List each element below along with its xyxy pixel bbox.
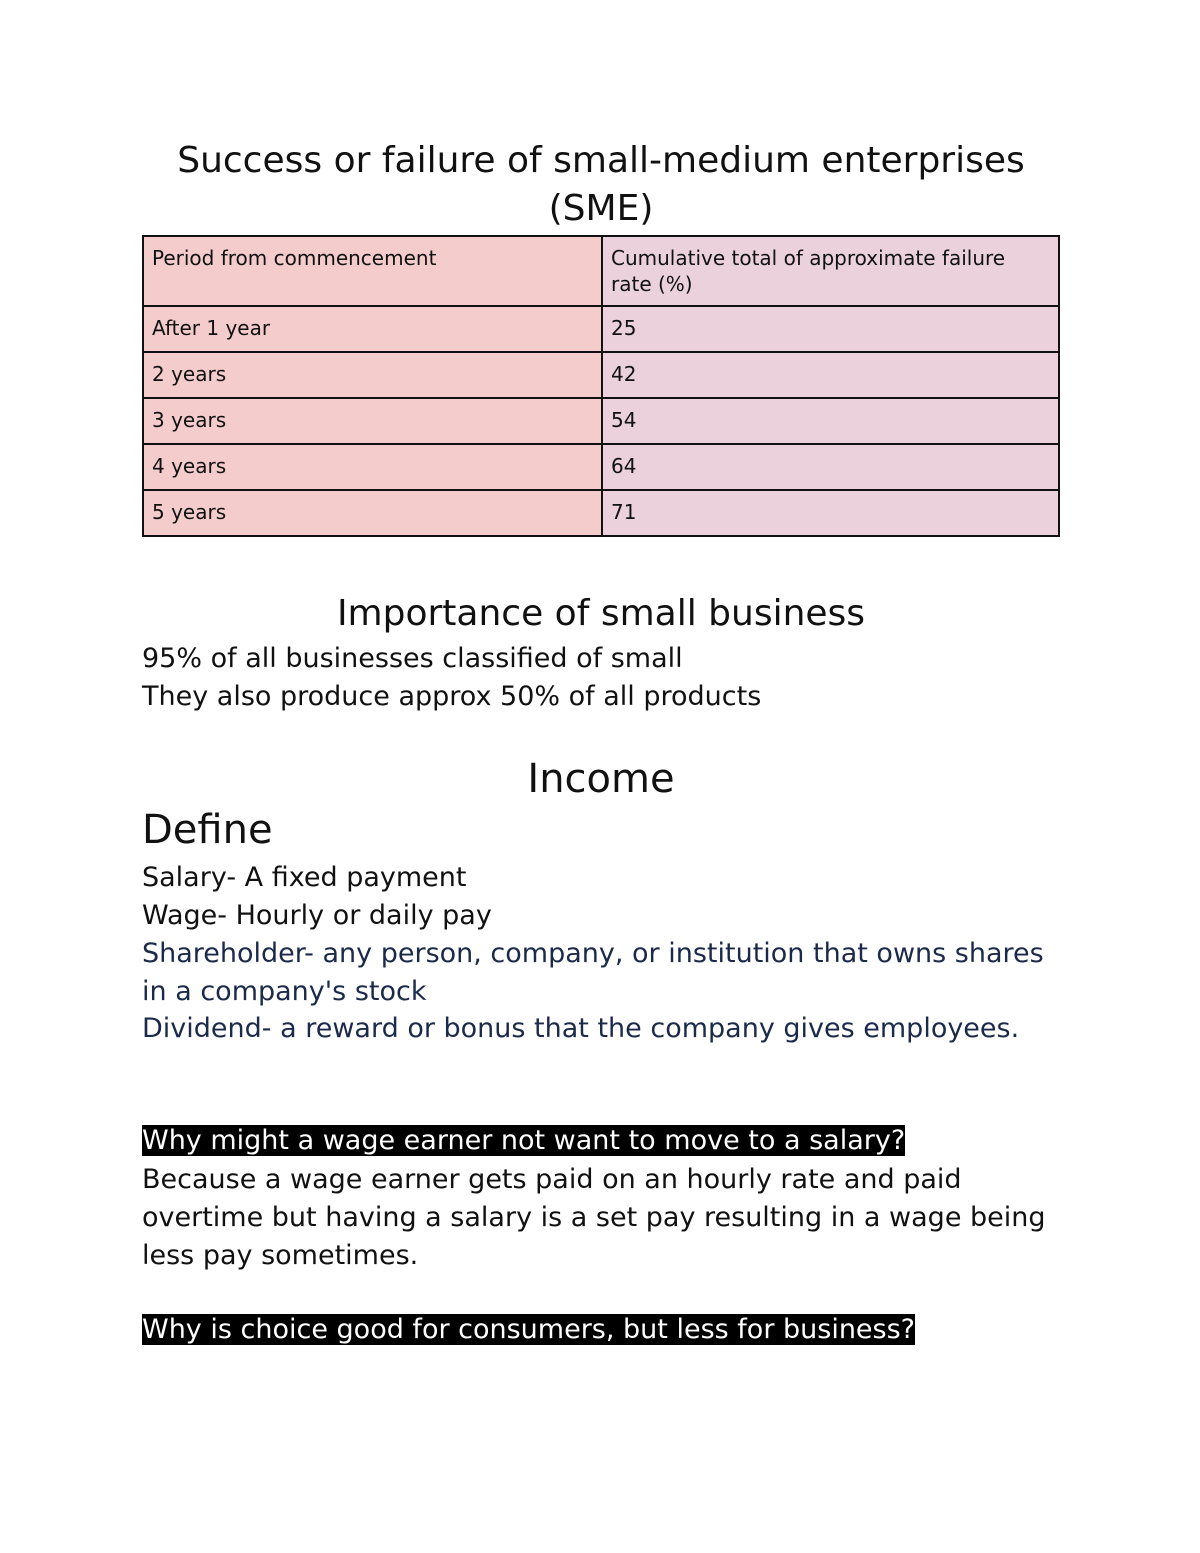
definition-salary: Salary- A fixed payment xyxy=(142,862,467,893)
definition-wage: Wage- Hourly or daily pay xyxy=(142,900,492,931)
table-row xyxy=(143,352,1059,398)
importance-line: 95% of all businesses classified of small xyxy=(142,643,683,674)
table-row xyxy=(143,306,1059,352)
question-wage-vs-salary xyxy=(142,1124,905,1158)
table-row xyxy=(143,444,1059,490)
table-cell-rate: 42 xyxy=(602,352,1059,398)
table-cell-rate: 25 xyxy=(602,306,1059,352)
table-cell-period: 5 years xyxy=(143,490,602,536)
table-cell-rate: 54 xyxy=(602,398,1059,444)
table-cell-period: 2 years xyxy=(143,352,602,398)
table-header-rate: Cumulative total of approximate failure rate (%) xyxy=(602,236,1059,306)
sme-title: Success or failure of small-medium enterprises (SME) xyxy=(177,140,1025,229)
income-title: Income xyxy=(527,756,675,802)
table-cell-period: 3 years xyxy=(143,398,602,444)
table-cell-rate: 71 xyxy=(602,490,1059,536)
define-heading: Define xyxy=(142,807,273,853)
importance-line: They also produce approx 50% of all products xyxy=(142,681,762,712)
sme-failure-table xyxy=(142,235,1060,537)
definition-dividend: Dividend- a reward or bonus that the company gives employees. xyxy=(142,1013,1020,1044)
table-header-period: Period from commencement xyxy=(143,236,602,306)
table-cell-period: 4 years xyxy=(143,444,602,490)
table-cell-rate: 64 xyxy=(602,444,1059,490)
table-row xyxy=(143,398,1059,444)
question-highlight: Why is choice good for consumers, but less for business? xyxy=(142,1314,916,1345)
table-row xyxy=(143,490,1059,536)
question-highlight: Why might a wage earner not want to move to a salary? xyxy=(142,1125,906,1156)
answer-wage-vs-salary: Because a wage earner gets paid on an hourly rate and paid overtime but having a salary is a set pay resulting in a wage being less pay sometimes. xyxy=(142,1164,1046,1271)
table-header-row xyxy=(143,236,1059,306)
table-cell-period: After 1 year xyxy=(143,306,602,352)
definition-shareholder: Shareholder- any person, company, or institution that owns shares in a company's stock xyxy=(142,938,1044,1007)
importance-title: Importance of small business xyxy=(336,593,866,634)
question-choice xyxy=(142,1313,915,1347)
